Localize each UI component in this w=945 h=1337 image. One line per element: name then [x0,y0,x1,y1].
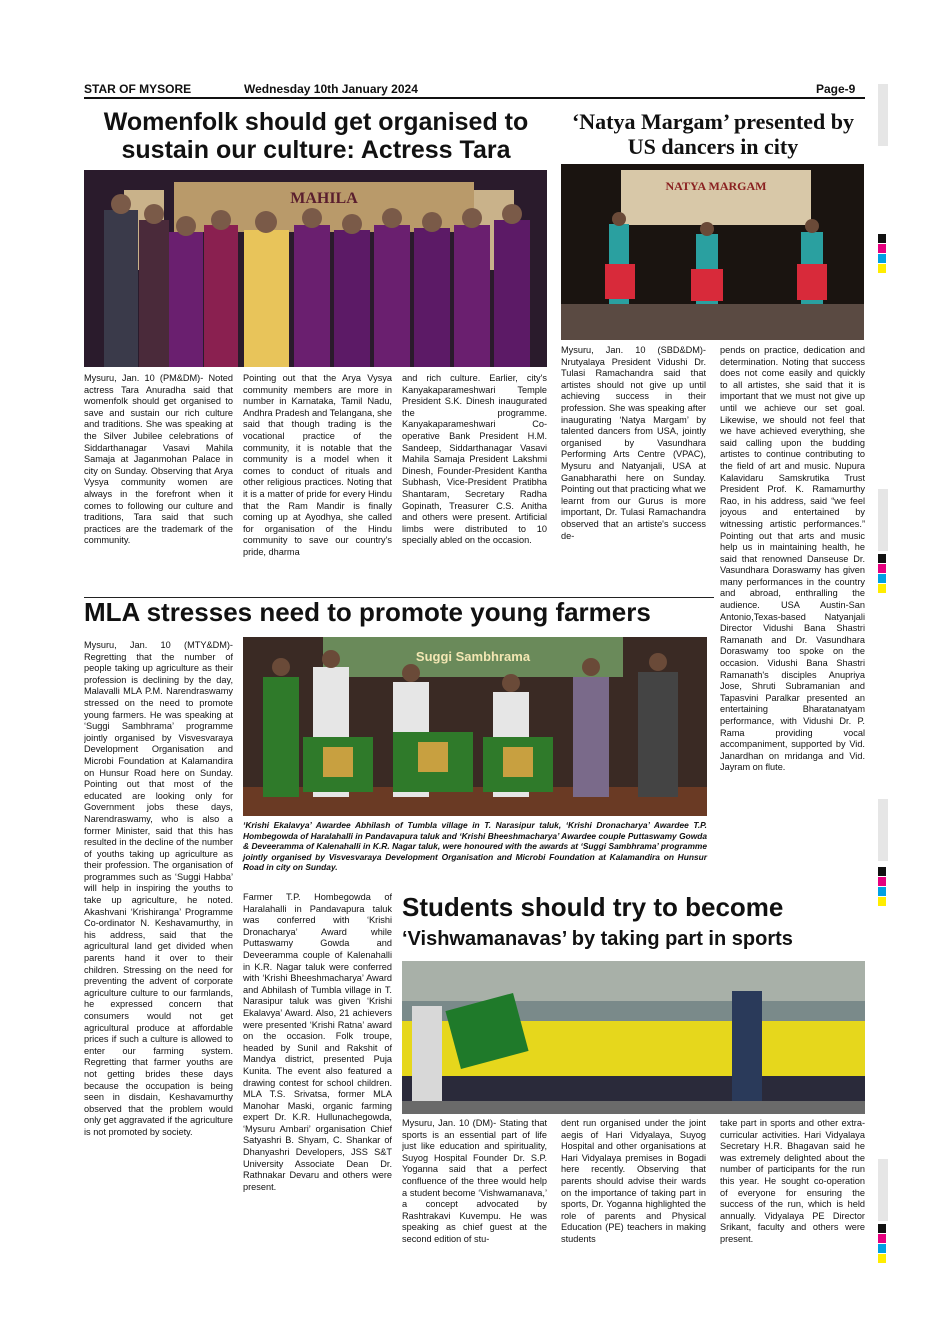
paper-name: STAR OF MYSORE [84,82,192,96]
issue-date: Wednesday 10th January 2024 [244,82,418,96]
page-number: Page-9 [816,82,856,96]
article3-photo [243,637,707,816]
article4-photo [402,961,865,1114]
article4-headline-line1: Students should try to become [402,892,784,922]
article2-headline: ‘Natya Margam’ presented by US dancers in city [571,109,855,159]
article4-col3: take part in sports and other extra-curricular activities. Hari Vidyalaya Secretary H.R. Bhagavan said he was extremely delighted about the number of participants for the run this year. He sought co-operation of everyone for ensuring the success of the run, which is held annually. Vidyalaya PE Director Srikant, faculty and others were present. [720,1118,865,1244]
article1-col1: Mysuru, Jan. 10 (PM&DM)- Noted actress Tara Anuradha said that womenfolk should get organised to save and sustain our rich culture and traditions. She was speaking at the Silver Jubilee celebrations of Siddarthanagar Vasavi Mahila Samaja at Jaganmohan Palace in city on Sunday. Observing that Arya Vysya community women are always in the forefront when it comes to following our culture and traditions, Tara said that such practices are the trademark of the community. [84,373,233,546]
article3-col2: Farmer T.P. Hombegowda of Haralahalli in Pandavapura taluk was conferred with ‘Krishi Dronacharya’ Award while Puttaswamy Gowda and Deveeramma couple of Kalenahalli in K.R. Nagar taluk were conferred with ‘Krishi Bheeshmacharya’ Award and Abhilash of Tumbla village in T. Narasipur taluk was given ‘Krishi Ekalavya’ Award. Also, 21 achievers were presented ‘Krishi Ratna’ award on the occasion. Folk troupe, headed by Sunil and Rakshit of Mandya district, presented Puja Kunita. The event also featured a drawing contest for school children. MLA T.S. Srivatsa, former MLA Manohar Maski, organic farming expert Dr. K.R. Hullunachegowda, ‘Mysuru Ambari’ organisation Chief Satyashri B. Shyam, C. Shankar of Dhanyashri Developers, JSS S&T University Associate Dean Dr. Rathnakar Devaru and others were present. [243,892,392,1192]
article1-headline: Womenfolk should get organised to sustain our culture: Actress Tara [103,108,529,164]
article1-col2: Pointing out that the Arya Vysya community members are more in number in Karnataka, Tamil Nadu, Andhra Pradesh and Telangana, she said that though trading is the vocational practice of the community, it is notable that the community is a model when it comes to conduct of rituals and other religious practices. Noting that it is a matter of pride for every Hindu that the Ram Mandir is finally coming up at Ayodhya, she called for organisation of the Hindu community to save our country's pride, dharma [243,373,392,557]
article2-col1: Mysuru, Jan. 10 (SBD&DM)- Nrutyalaya President Vidushi Dr. Tulasi Ramachandra said that artistes should not give up until achieving success in their profession. She was speaking after inaugurating ‘Natya Margam’ by talented dancers from USA, jointly organised by Vasundhara Performing Arts Centre (VPAC), Mysuru and Natyanjali, USA at Ganabharathi here on Sunday. Pointing out that practicing what we learnt from our Gurus is more important, Dr. Tulasi Ramachandra observed that an artiste's success de- [561,345,706,541]
article3-caption: ‘Krishi Ekalavya’ Awardee Abhilash of Tumbla village in T. Narasipur taluk, ‘Krishi Dronacharya’ Awardee T.P. Hombegowda of Haralahalli in Pandavapura taluk and ‘Krishi Bheeshmacharya’ Awardee couple Puttaswamy Gowda & Deveeramma of Kalenahalli in K.R. Nagar taluk, were honoured with the awards at ‘Suggi Sambhrama’ programme jointly organised by Visvesvaraya Development Organisation and Microbi Foundation at Kalamandira on Hunsur Road in city on Sunday. [243,820,707,873]
article3-col1: Mysuru, Jan. 10 (MTY&DM)- Regretting that the number of people taking up agriculture as their profession is declining by the day, Malavalli MLA P.M. Narendraswamy stressed on the need to promote young farmers. He was speaking at ‘Suggi Sambhrama’ programme jointly organised by Visvesvaraya Development Organisation and Microbi Foundation at Kalamandira on Hunsur Road here on Sunday. Pointing out that most of the educated are looking only for Government jobs these days, Narendraswamy, who is also a former Minister, said that this has resulted in the decline of the number of youths taking up agriculture as their profession. The organisation of programmes such as ‘Suggi Habba’ will help in inspiring the youths to take up agriculture, he noted. Akashvani ‘Krishiranga’ Programme Co-ordinator N. Keshavamurthy, in his address, said that the agricultural land get divided when parents hand it over to their children. Stressing on the need for preventing the advent of corporate agriculture culture to our farmlands, he expressed concern that consumers would not get agricultural produce at affordable prices if such a culture is allowed to enter our farming system. Regretting that farmer youths are not getting brides these days because the occupation is being seen in disdain, Keshavamurthy observed that the problem would only get aggravated if the agriculture is not promoted by society. [84,640,233,1137]
article2-col2: pends on practice, dedication and determination. Noting that success does not come easily and quickly to all artistes, she said that it is important that we must not give up until we achieve our set goal. Likewise, we should not feel that we have achieved everything, she said calling upon the budding artistes to continue contributing to the field of art and music. Nupura Kalavidaru Samskrutika Trust President Prof. K. Ramamurthy Rao, in his address, said “we feel joyous and entertained by witnessing artistic performances.” Pointing out that arts and music help us in maintaining health, he said that renowned Danseuse Dr. Vasundhara Doraswamy has given many performances in the country and abroad, enthralling the audience. USA Austin-San Antonio,Texas-based Natyanjali Director Vidushi Bana Shastri Ramanath and Dr. Vasundhara Doraswamy too spoke on the occasion. Vidushi Bana Shastri Ramanath's disciples Anupriya Jose, Shruti Subramanian and Tapasvini Paralkar presented an entertaining Bharatanatyam performance, with Vidushi Dr. P. Rama providing vocal accompaniment, supported by Vid. Janardhan on mridanga and Vid. Jayram on flute. [720,345,865,773]
article4-headline-line2: ‘Vishwamanavas’ by taking part in sports [402,928,793,950]
article2-banner-text: NATYA MARGAM [665,179,767,193]
article4-col1: Mysuru, Jan. 10 (DM)- Stating that sports is an essential part of life just like education and spirituality, Suyog Hospital Founder Dr. S.P. Yoganna said that a perfect confluence of the three would help a student become ‘Vishwamanava,’ a concept advocated by Rashtrakavi Kuvempu. He was speaking as chief guest at the second edition of stu- [402,1118,547,1244]
article1-photo [84,170,547,367]
article3-banner-text: Suggi Sambhrama [415,649,531,664]
article1-col3: and rich culture. Earlier, city's Kanyakaparameshwari Temple President S.K. Dinesh inaugurated the programme. Kanyakaparameshwari Co-operative Bank President H.M. Sandeep, Siddarthanagar Vasavi Mahila Samaja President Lakshmi Dinesh, Founder-President Kantha Subhash, Vice-President Pratibha Shantaram, Secretary Radha Gopinath, Treasurer C.S. Anitha and others were present. Artificial limbs were distributed to 10 specially abled on the occasion. [402,373,547,546]
header-rule [84,97,865,99]
article3-headline: MLA stresses need to promote young farmers [84,597,651,627]
article2-photo [561,164,864,340]
article4-col2: dent run organised under the joint aegis of Hari Vidyalaya, Suyog Hospital and other organisations at Hari Vidyalaya premises in Bogadi here recently. Observing that parents should advise their wards on the importance of taking part in sports, Dr. Yoganna highlighted the role of parents and Physical Education (PE) teachers in making students [561,1118,706,1244]
article1-banner-text: MAHILA [290,190,358,207]
print-marks [878,84,888,1284]
